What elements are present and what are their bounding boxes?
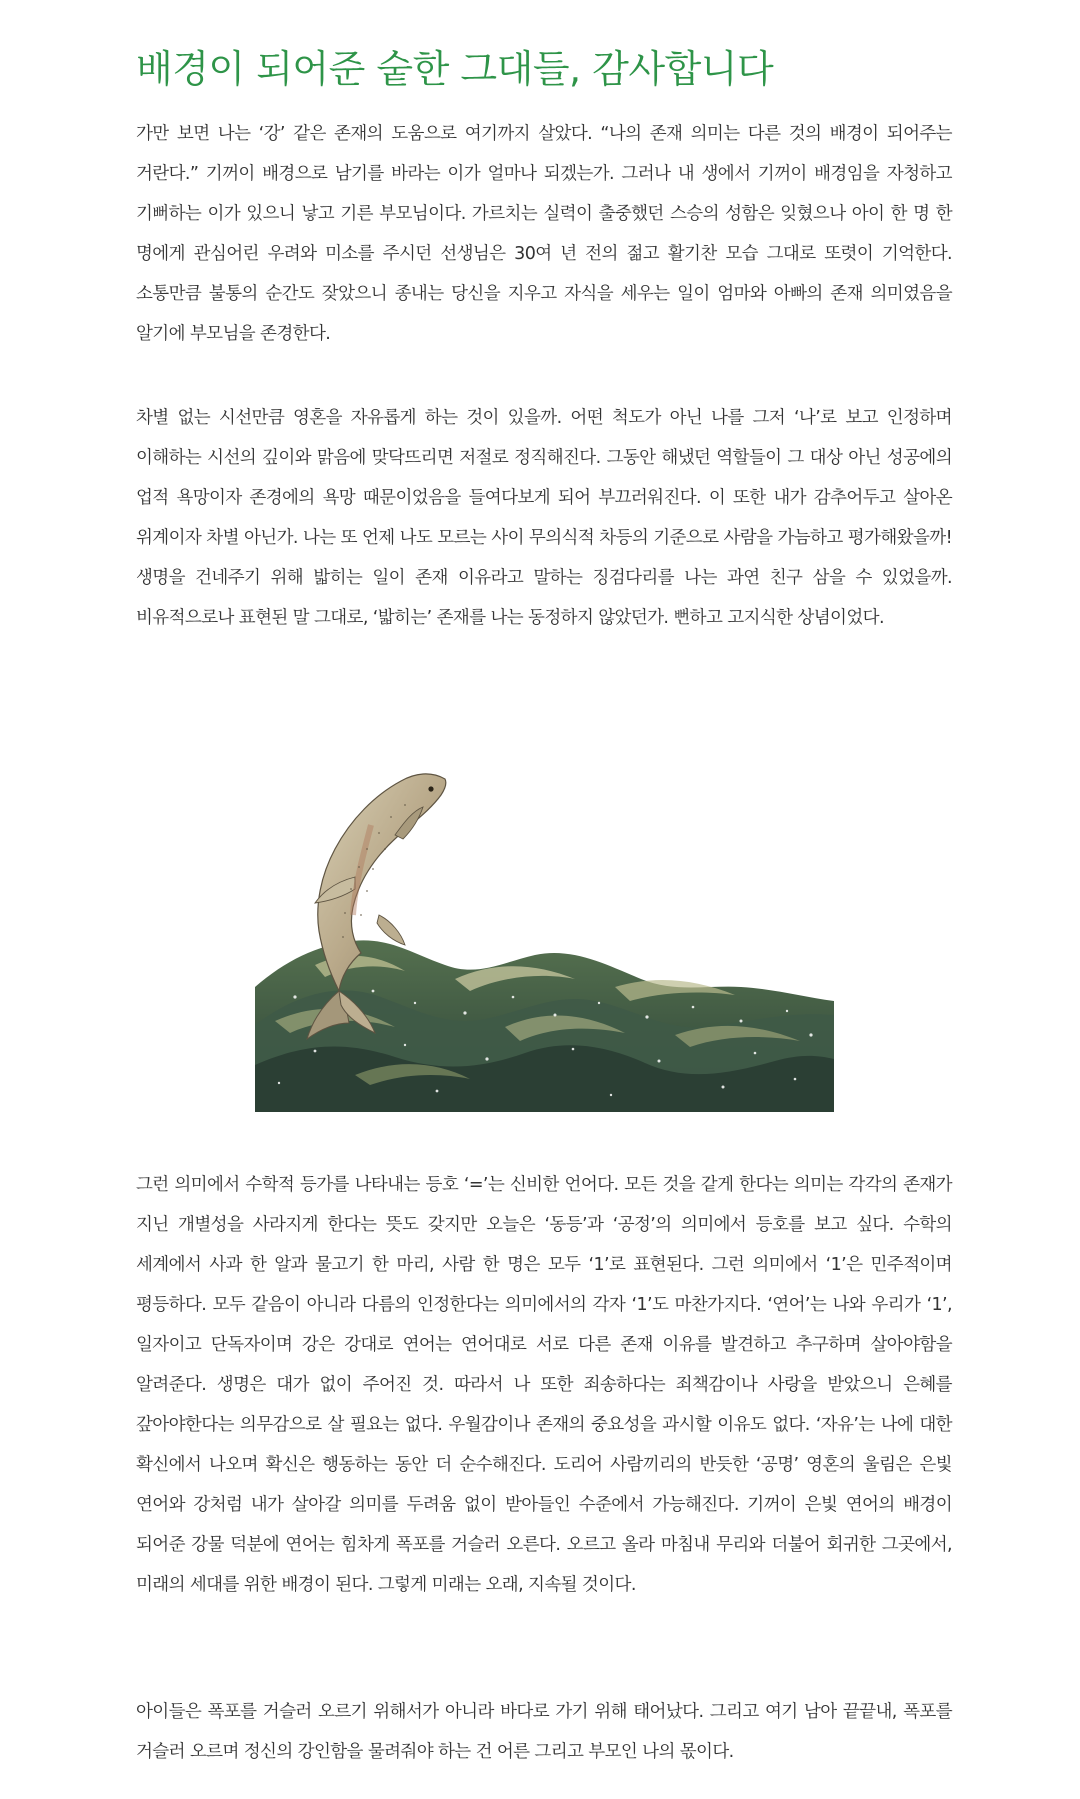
salmon-illustration xyxy=(255,765,834,1112)
paragraph-3: 그런 의미에서 수학적 등가를 나타내는 등호 ‘=’는 신비한 언어다. 모든 것을 같게 한다는 의미는 각각의 존재가 지닌 개별성을 사라지게 한다는 뜻도 갖지만 오늘은 ‘동등’과 ‘공정’의 의미에서 등호를 보고 싶다. 수학의 세계에서 사과 한 알과 물고기 한 마리, 사람 한 명은 모두 ‘1’로 표현된다. 그런 의미에서 ‘1’은 민주적이며 평등하다. 모두 같음이 아니라 다름의 인정한다는 의미에서의 각자 ‘1’도 마찬가지다. ‘연어’는 나와 우리가 ‘1’, 일자이고 단독자이며 강은 강대로 연어는 연어대로 서로 다른 존재 이유를 발견하고 추구하며 살아야함을 알려준다. 생명은 대가 없이 주어진 것. 따라서 나 또한 죄송하다는 죄책감이나 사랑을 받았으니 은혜를 갚아야한다는 의무감으로 살 필요는 없다. 우월감이나 존재의 중요성을 과시할 이유도 없다. ‘자유’는 나에 대한 확신에서 나오며 확신은 행동하는 동안 더 순수해진다. 도리어 사람끼리의 반듯한 ‘공명’ 영혼의 울림은 은빛 연어와 강처럼 내가 살아갈 의미를 두려움 없이 받아들인 수준에서 가능해진다. 기꺼이 은빛 연어의 배경이 되어준 강물 덕분에 연어는 힘차게 폭포를 거슬러 오른다. 오르고 올라 마침내 무리와 더불어 회귀한 그곳에서, 미래의 세대를 위한 배경이 된다. 그렇게 미래는 오래, 지속될 것이다. xyxy=(136,1175,952,1595)
paragraph-1: 가만 보면 나는 ‘강’ 같은 존재의 도움으로 여기까지 살았다. “나의 존재 의미는 다른 것의 배경이 되어주는 거란다.” 기꺼이 배경으로 남기를 바라는 이가 얼마나 되겠는가. 그러나 내 생에서 기꺼이 배경임을 자청하고 기뻐하는 이가 있으니 낳고 기른 부모님이다. 가르치는 실력이 출중했던 스승의 성함은 잊혔으나 아이 한 명 한 명에게 관심어린 우려와 미소를 주시던 선생님은 30여 년 전의 젊고 활기찬 모습 그대로 또렷이 기억한다. 소통만큼 불통의 순간도 잦았으니 종내는 당신을 지우고 자식을 세우는 일이 엄마와 아빠의 존재 의미였음을 알기에 부모님을 존경한다. xyxy=(136,124,952,344)
paragraph-4: 아이들은 폭포를 거슬러 오르기 위해서가 아니라 바다로 가기 위해 태어났다. 그리고 여기 남아 끝끝내, 폭포를 거슬러 오르며 정신의 강인함을 물려줘야 하는 건 어른 그리고 부모인 나의 몫이다. xyxy=(136,1702,952,1762)
paragraph-2: 차별 없는 시선만큼 영혼을 자유롭게 하는 것이 있을까. 어떤 척도가 아닌 나를 그저 ‘나’로 보고 인정하며 이해하는 시선의 깊이와 맑음에 맞닥뜨리면 저절로 정직해진다. 그동안 해냈던 역할들이 그 대상 아닌 성공에의 업적 욕망이자 존경에의 욕망 때문이었음을 들여다보게 되어 부끄러워진다. 이 또한 내가 감추어두고 살아온 위계이자 차별 아닌가. 나는 또 언제 나도 모르는 사이 무의식적 차등의 기준으로 사람을 가늠하고 평가해왔을까! 생명을 건네주기 위해 밟히는 일이 존재 이유라고 말하는 징검다리를 나는 과연 친구 삼을 수 있었을까. 비유적으로나 표현된 말 그대로, ‘밟히는’ 존재를 나는 동정하지 않았던가. 뻔하고 고지식한 상념이었다. xyxy=(136,408,952,628)
article-title: 배경이 되어준 숱한 그대들, 감사합니다 xyxy=(136,47,774,91)
